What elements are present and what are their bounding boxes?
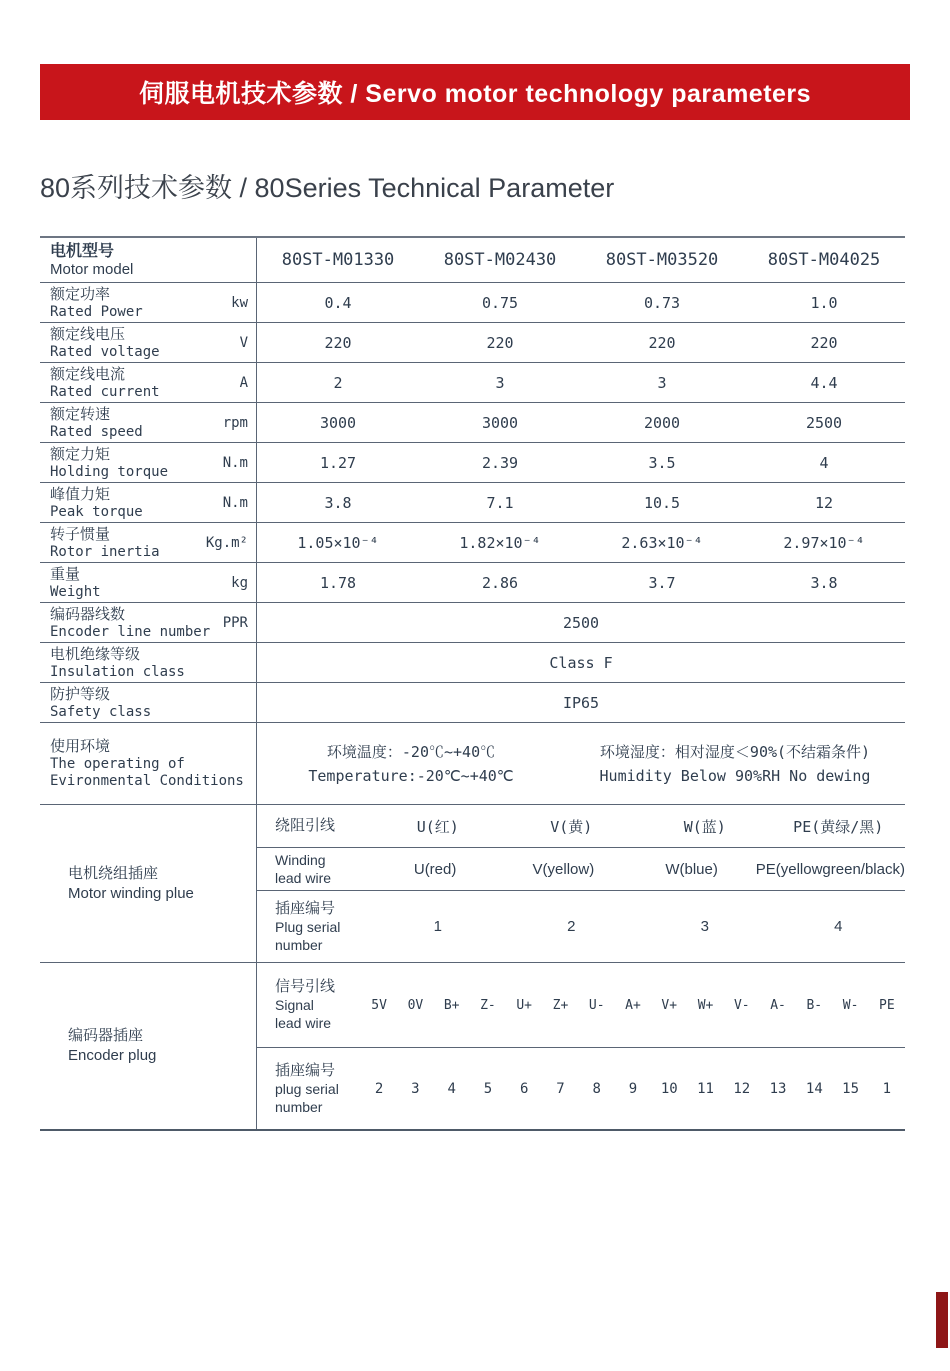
row-label	[50, 525, 160, 561]
row-label	[50, 737, 244, 790]
plug-serial-value: 2	[567, 918, 576, 935]
encoder-plug-rows	[257, 963, 905, 1129]
lead-wire-value: W(blue)	[665, 860, 718, 878]
model-name: 80ST-M01330	[281, 250, 395, 270]
motor-model-label	[50, 242, 133, 278]
row-label-zh: 使用环境	[50, 738, 111, 755]
signal-value: V-	[733, 997, 750, 1013]
row-label-en: Holding torque	[50, 463, 169, 480]
row-label-en: Rated current	[50, 383, 160, 400]
table-row-peak-torque	[40, 483, 905, 523]
spec-value: 3.5	[648, 453, 676, 472]
spec-value: 1.27	[319, 453, 357, 472]
spec-value: 4.4	[810, 373, 838, 392]
table-row-rated-voltage	[40, 323, 905, 363]
signal-label-en-line2: lead wire	[275, 1015, 332, 1031]
spec-value: 1.82×10⁻⁴	[459, 533, 541, 552]
row-label-cell	[40, 323, 257, 362]
table-row-holding-torque	[40, 443, 905, 483]
encoder-serial-label-zh: 插座编号	[275, 1061, 336, 1079]
row-label	[50, 445, 168, 481]
table-row-weight	[40, 563, 905, 603]
spec-value: 0.4	[324, 293, 352, 312]
spec-value: 1.05×10⁻⁴	[297, 533, 379, 552]
table-row-environment	[40, 723, 905, 805]
signal-value: W+	[697, 997, 714, 1013]
winding-plug-label-zh: 电机绕组插座	[68, 864, 159, 882]
signal-value: 0V	[407, 997, 424, 1013]
row-label-zh: 额定线电流	[50, 365, 126, 383]
row-unit: kw	[231, 294, 248, 311]
lead-wire-label-en-line1: Winding	[275, 852, 326, 868]
row-label-en: Encoder line number	[50, 623, 211, 640]
row-label-cell	[40, 283, 257, 322]
row-label-cell	[40, 403, 257, 442]
row-unit: V	[239, 334, 248, 351]
winding-lead-wire-zh-row	[257, 805, 905, 848]
spec-value: 3000	[481, 413, 519, 432]
motor-model-header-cell	[40, 238, 257, 282]
row-label-cell	[40, 523, 257, 562]
signal-value: U-	[588, 997, 605, 1013]
signal-label-zh: 信号引线	[275, 978, 336, 995]
plug-serial-value: 3	[700, 918, 709, 935]
row-label-en: Peak torque	[50, 503, 143, 520]
row-label	[50, 365, 160, 401]
encoder-serial-value: 13	[769, 1080, 787, 1097]
row-label-en: Safety class	[50, 703, 152, 720]
row-label	[50, 285, 143, 321]
signal-value: Z-	[480, 997, 496, 1013]
row-unit: PPR	[222, 614, 248, 631]
encoder-serial-value: 15	[842, 1080, 860, 1097]
spec-value: 220	[324, 333, 352, 352]
table-header-row	[40, 238, 905, 283]
row-label	[50, 485, 143, 521]
lead-wire-value: PE(黄绿/黑)	[793, 817, 884, 836]
row-unit: A	[239, 374, 248, 391]
encoder-plug-label-zh: 编码器插座	[68, 1027, 144, 1044]
signal-value: V+	[661, 997, 678, 1013]
lead-wire-value: W(蓝)	[683, 817, 726, 836]
spec-value: 3.8	[810, 573, 838, 592]
row-label-en-line2: Evironmental Conditions	[50, 773, 244, 789]
plug-serial-label-en-line1: Plug serial	[275, 918, 341, 935]
environment-temperature	[257, 723, 565, 804]
lead-wire-value: PE(yellowgreen/black)	[755, 860, 905, 878]
lead-wire-value: V(yellow)	[532, 860, 595, 878]
model-name: 80ST-M03520	[605, 250, 719, 270]
spec-value: 3000	[319, 413, 357, 432]
row-label	[50, 325, 160, 361]
signal-value: A+	[625, 997, 641, 1013]
encoder-serial-row	[257, 1048, 905, 1129]
row-label-zh: 防护等级	[50, 685, 111, 703]
corner-accent-bar	[936, 1292, 948, 1348]
plug-serial-value: 4	[834, 918, 843, 935]
sub-row-label	[257, 1062, 361, 1116]
section-title: 80系列技术参数 / 80Series Technical Parameter	[40, 173, 615, 203]
row-label-cell	[40, 603, 257, 642]
row-label-zh: 额定线电压	[50, 325, 126, 343]
spec-value: 10.5	[643, 493, 681, 512]
table-row-safety-class	[40, 683, 905, 723]
row-label-cell	[40, 563, 257, 602]
spec-value: 2.86	[481, 573, 519, 592]
lead-wire-label-en-line2: lead wire	[275, 870, 332, 886]
row-label	[50, 645, 185, 681]
signal-value: A-	[770, 997, 786, 1013]
sub-row-label	[257, 817, 371, 835]
sub-row-label	[257, 978, 361, 1032]
row-label-zh: 编码器线数	[50, 605, 126, 623]
row-label-cell	[40, 643, 257, 682]
spec-value: 220	[648, 333, 676, 352]
encoder-serial-value: 8	[592, 1080, 601, 1097]
sub-row-label	[257, 900, 371, 954]
spec-value: 0.73	[643, 293, 681, 312]
row-unit: Kg.m²	[205, 534, 248, 551]
humidity-en: Humidity Below 90%RH No dewing	[599, 766, 871, 785]
signal-value: B-	[806, 997, 823, 1013]
row-label	[50, 565, 101, 601]
encoder-serial-value: 6	[519, 1080, 529, 1097]
signal-label-en-line1: Signal	[275, 997, 314, 1013]
winding-plug-group-label	[40, 805, 257, 962]
row-label-cell	[40, 363, 257, 402]
winding-lead-wire-en-row	[257, 848, 905, 891]
row-label-en: Rated speed	[50, 423, 143, 440]
spec-value: 220	[486, 333, 514, 352]
spec-value: 3.7	[648, 573, 676, 592]
row-label-en: Rated voltage	[50, 343, 160, 360]
row-label-cell	[40, 683, 257, 722]
row-label-zh: 额定转速	[50, 405, 111, 423]
plug-serial-value: 1	[433, 918, 442, 935]
span-value: Class F	[549, 653, 613, 672]
lead-wire-value: U(红)	[416, 817, 459, 836]
signal-value: U+	[516, 997, 533, 1013]
spec-value: 3	[495, 373, 505, 392]
spec-value: 1.78	[319, 573, 357, 592]
row-unit: N.m	[222, 454, 248, 471]
sub-row-label	[257, 851, 371, 887]
encoder-plug-label-en: Encoder plug	[68, 1047, 157, 1064]
row-label-en: Insulation class	[50, 663, 185, 680]
motor-model-label-en: Motor model	[50, 261, 134, 278]
encoder-serial-value: 10	[660, 1080, 678, 1097]
banner-title: 伺服电机技术参数 / Servo motor technology parameters	[138, 80, 812, 108]
row-label-zh: 峰值力矩	[50, 485, 111, 503]
temperature-en: Temperature:-20℃~+40℃	[308, 766, 514, 785]
row-label-cell	[40, 723, 257, 804]
encoder-serial-value: 14	[805, 1080, 823, 1097]
table-row-rated-speed	[40, 403, 905, 443]
spec-value: 220	[810, 333, 838, 352]
row-label-zh: 额定功率	[50, 285, 111, 303]
signal-lead-wire-row	[257, 963, 905, 1048]
spec-value: 2	[333, 373, 343, 392]
signal-value: W-	[842, 997, 859, 1013]
model-name: 80ST-M02430	[443, 250, 557, 270]
spec-table	[40, 236, 905, 1131]
environment-humidity	[565, 723, 905, 804]
encoder-serial-value: 4	[447, 1080, 456, 1097]
spec-value: 12	[814, 493, 834, 512]
winding-serial-row	[257, 891, 905, 962]
plug-serial-label-en-line2: number	[275, 936, 323, 953]
spec-value: 4	[819, 453, 829, 472]
model-name: 80ST-M04025	[767, 250, 881, 270]
row-label-en-line1: The operating of	[50, 756, 185, 772]
winding-plug-label-en: Motor winding plue	[68, 884, 194, 902]
encoder-serial-value: 5	[483, 1080, 493, 1097]
header-banner	[40, 64, 910, 120]
row-label-en: Weight	[50, 583, 101, 600]
encoder-serial-value: 12	[733, 1080, 751, 1097]
row-unit: rpm	[222, 414, 248, 431]
row-label-zh: 电机绝缘等级	[50, 645, 141, 663]
row-label	[50, 605, 210, 641]
signal-value: Z+	[552, 997, 569, 1013]
lead-wire-label-zh: 绕阻引线	[275, 817, 336, 834]
spec-value: 2.39	[481, 453, 519, 472]
row-label-cell	[40, 443, 257, 482]
span-value: 2500	[562, 613, 600, 632]
encoder-serial-label-en-line2: number	[275, 1098, 323, 1115]
plug-serial-label-zh: 插座编号	[275, 899, 336, 917]
row-label-zh: 额定力矩	[50, 445, 111, 463]
encoder-plug-group-label	[40, 963, 257, 1129]
signal-value: PE	[879, 997, 895, 1013]
span-value: IP65	[562, 693, 600, 712]
table-row-rated-power	[40, 283, 905, 323]
row-label-zh: 重量	[50, 565, 81, 583]
encoder-serial-value: 7	[556, 1080, 565, 1097]
row-label-zh: 转子惯量	[50, 525, 111, 543]
table-row-rated-current	[40, 363, 905, 403]
spec-value: 3.8	[324, 493, 352, 512]
row-label	[50, 685, 151, 721]
table-row-encoder-line-number	[40, 603, 905, 643]
spec-value: 2.63×10⁻⁴	[621, 533, 703, 552]
table-row-rotor-inertia	[40, 523, 905, 563]
signal-value: B+	[443, 997, 460, 1013]
encoder-serial-label-en-line1: plug serial	[275, 1080, 339, 1097]
motor-model-label-zh: 电机型号	[50, 243, 115, 260]
spec-value: 7.1	[486, 493, 514, 512]
row-label	[50, 405, 143, 441]
spec-value: 3	[657, 373, 667, 392]
encoder-serial-value: 3	[411, 1080, 420, 1097]
encoder-serial-value: 1	[882, 1080, 892, 1097]
spec-value: 2.97×10⁻⁴	[783, 533, 865, 552]
winding-plug-section	[40, 805, 905, 963]
row-unit: N.m	[222, 494, 248, 511]
row-label-en: Rated Power	[50, 303, 143, 320]
spec-value: 2500	[805, 413, 843, 432]
encoder-serial-value: 11	[697, 1080, 714, 1097]
humidity-zh: 环境湿度：相对湿度＜90%(不结霜条件)	[599, 742, 871, 761]
row-label-cell	[40, 483, 257, 522]
lead-wire-value: V(黄)	[550, 817, 593, 836]
encoder-serial-value: 2	[374, 1080, 384, 1097]
spec-value: 2000	[643, 413, 681, 432]
winding-plug-rows	[257, 805, 905, 962]
spec-value: 1.0	[810, 293, 838, 312]
encoder-plug-section	[40, 963, 905, 1129]
spec-value: 0.75	[481, 293, 519, 312]
row-unit: kg	[231, 574, 248, 591]
temperature-zh: 环境温度：-20℃~+40℃	[326, 742, 496, 761]
table-row-insulation-class	[40, 643, 905, 683]
encoder-serial-value: 9	[628, 1080, 638, 1097]
row-label-en: Rotor inertia	[50, 543, 160, 560]
lead-wire-value: U(red)	[413, 860, 457, 878]
signal-value: 5V	[371, 997, 387, 1013]
